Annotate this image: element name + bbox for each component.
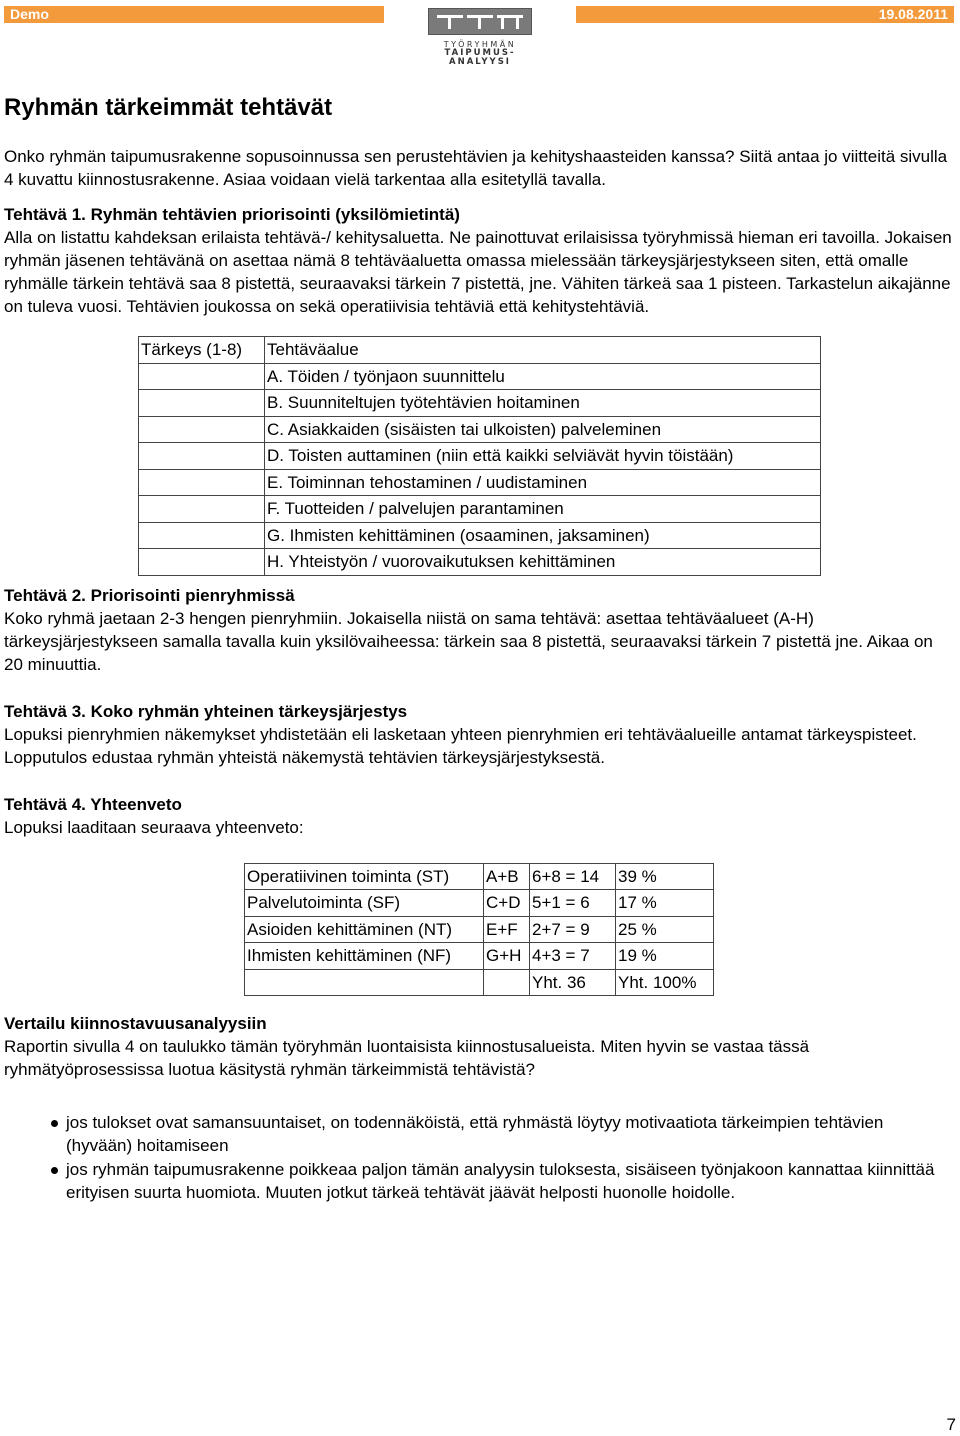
task3-heading: Tehtävä 3. Koko ryhmän yhteinen tärkeysjärjestys <box>4 701 408 721</box>
task2-text: Koko ryhmä jaetaan 2-3 hengen pienryhmiin. Jokaisella niistä on sama tehtävä: asettaa tehtäväalueet (A-H) tärkeysjärjestykseen samalla tavalla kuin yksilövaiheessa: tärkein saa 8 pistettä, seuraavaksi tärkein 7 pistettä jne. Aikaa on 20 minuuttia. <box>4 608 933 674</box>
table-row <box>245 943 714 970</box>
task2-heading: Tehtävä 2. Priorisointi pienryhmissä <box>4 585 295 605</box>
task-area-cell: D. Toisten auttaminen (niin että kaikki selviävät hyvin töistään) <box>265 443 821 470</box>
bullet-list <box>4 1111 954 1204</box>
task-area-cell: C. Asiakkaiden (sisäisten tai ulkoisten) palveleminen <box>265 416 821 443</box>
area-cell: Operatiivinen toiminta (ST) <box>245 863 484 890</box>
intro-paragraph: Onko ryhmän taipumusrakenne sopusoinnussa sen perustehtävien ja kehityshaasteiden kanssa? Siitä antaa jo viitteitä sivulla 4 kuvattu kiinnostusrakenne. Asiaa voidaan vielä tarkentaa alla esitetyllä tavalla. <box>4 147 948 189</box>
task4-heading: Tehtävä 4. Yhteenveto <box>4 794 182 814</box>
points-cell: 2+7 = 9 <box>530 916 616 943</box>
header-left-label: Demo <box>4 6 384 23</box>
percent-cell: 25 % <box>616 916 714 943</box>
bullet-icon <box>51 1167 58 1174</box>
percent-cell: 17 % <box>616 890 714 917</box>
logo-line-1: TYÖRYHMÄN <box>443 40 517 49</box>
letters-cell: C+D <box>484 890 530 917</box>
task-area-table <box>138 336 821 576</box>
table-row <box>139 469 821 496</box>
tta-logo-icon <box>428 8 532 67</box>
importance-cell <box>139 496 265 523</box>
importance-cell <box>139 416 265 443</box>
task1-heading: Tehtävä 1. Ryhmän tehtävien priorisointi (yksilömietintä) <box>4 205 460 224</box>
task-area-cell: E. Toiminnan tehostaminen / uudistaminen <box>265 469 821 496</box>
area-cell: Asioiden kehittäminen (NT) <box>245 916 484 943</box>
header-importance: Tärkeys (1-8) <box>139 337 265 364</box>
page-header <box>0 0 960 70</box>
page-content <box>4 93 954 1205</box>
bullet-icon <box>51 1120 58 1127</box>
list-item-text: jos tulokset ovat samansuuntaiset, on todennäköistä, että ryhmästä löytyy motivaatiota tärkeimpien tehtävien (hyvään) hoitamiseen <box>66 1113 884 1155</box>
compare-text: Raportin sivulla 4 on taulukko tämän työryhmän luontaisista kiinnostusalueista. Miten hyvin se vastaa tässä ryhmätyöprosessissa luotua käsitystä ryhmän tärkeimmistä tehtävistä? <box>4 1037 810 1079</box>
importance-cell <box>139 522 265 549</box>
task-area-cell: B. Suunniteltujen työtehtävien hoitaminen <box>265 390 821 417</box>
importance-cell <box>139 549 265 576</box>
importance-cell <box>139 469 265 496</box>
letters-cell: E+F <box>484 916 530 943</box>
area-cell: Palvelutoiminta (SF) <box>245 890 484 917</box>
task1-text: Alla on listattu kahdeksan erilaista tehtävä-/ kehitysaluetta. Ne painottuvat erilaisissa työryhmissä hieman eri tavoilla. Jokaisen ryhmän jäsenen tehtävänä on asettaa nämä 8 tehtäväaluetta omassa mielessään tärkeysjärjestykseen siten, että omalle ryhmälle tärkein tehtävä saa 8 pistettä, seuraavaksi tärkein 7 pistettä, jne. Vähiten tärkeä saa 1 pisteen. Tarkastelun aikajänne on tuleva vuosi. Tehtävien joukossa on sekä operatiivisia tehtäviä että kehitystehtäviä. <box>4 228 952 316</box>
list-item-text: jos ryhmän taipumusrakenne poikkeaa paljon tämän analyysin tuloksesta, sisäiseen työnjakoon kannattaa kiinnittää erityisen suurta huomiota. Muuten jotkut tärkeä tehtävät jäävät helposti huonolle hoidolle. <box>66 1160 935 1202</box>
letters-cell: G+H <box>484 943 530 970</box>
letters-cell <box>484 969 530 996</box>
summary-table <box>244 863 714 997</box>
logo-mark <box>428 8 532 35</box>
importance-cell <box>139 390 265 417</box>
area-cell: Ihmisten kehittäminen (NF) <box>245 943 484 970</box>
total-row <box>245 969 714 996</box>
table-row <box>139 496 821 523</box>
table-row <box>139 522 821 549</box>
task-area-cell: H. Yhteistyön / vuorovaikutuksen kehittäminen <box>265 549 821 576</box>
points-cell: 4+3 = 7 <box>530 943 616 970</box>
list-item <box>4 1111 954 1157</box>
points-cell: 6+8 = 14 <box>530 863 616 890</box>
list-item <box>4 1158 954 1204</box>
table-row <box>139 363 821 390</box>
importance-cell <box>139 443 265 470</box>
logo-line-3: ANALYYSI <box>449 57 511 67</box>
task-area-cell: A. Töiden / työnjaon suunnittelu <box>265 363 821 390</box>
table-row <box>245 890 714 917</box>
total-points-cell: Yht. 36 <box>530 969 616 996</box>
table-row <box>139 390 821 417</box>
area-cell <box>245 969 484 996</box>
importance-cell <box>139 363 265 390</box>
table-header-row <box>139 337 821 364</box>
table-row <box>139 443 821 470</box>
header-task-area: Tehtäväalue <box>265 337 821 364</box>
header-date: 19.08.2011 <box>576 6 954 23</box>
letters-cell: A+B <box>484 863 530 890</box>
table-row <box>139 416 821 443</box>
task4-text: Lopuksi laaditaan seuraava yhteenveto: <box>4 817 304 837</box>
table-row <box>139 549 821 576</box>
points-cell: 5+1 = 6 <box>530 890 616 917</box>
compare-heading: Vertailu kiinnostavuusanalyysiin <box>4 1014 267 1033</box>
logo-text <box>428 40 532 67</box>
logo-line-2: TAIPUMUS- <box>444 48 516 58</box>
total-percent-cell: Yht. 100% <box>616 969 714 996</box>
table-row <box>245 863 714 890</box>
percent-cell: 19 % <box>616 943 714 970</box>
table-row <box>245 916 714 943</box>
percent-cell: 39 % <box>616 863 714 890</box>
page-title: Ryhmän tärkeimmät tehtävät <box>4 94 333 121</box>
page-number: 7 <box>946 1415 956 1434</box>
task-area-cell: F. Tuotteiden / palvelujen parantaminen <box>265 496 821 523</box>
task3-text: Lopuksi pienryhmien näkemykset yhdistetään eli lasketaan yhteen pienryhmien eri tehtäväalueille antamat tärkeyspisteet. Lopputulos edustaa ryhmän yhteistä näkemystä tehtävien tärkeysjärjestyksestä. <box>4 724 917 767</box>
task-area-cell: G. Ihmisten kehittäminen (osaaminen, jaksaminen) <box>265 522 821 549</box>
